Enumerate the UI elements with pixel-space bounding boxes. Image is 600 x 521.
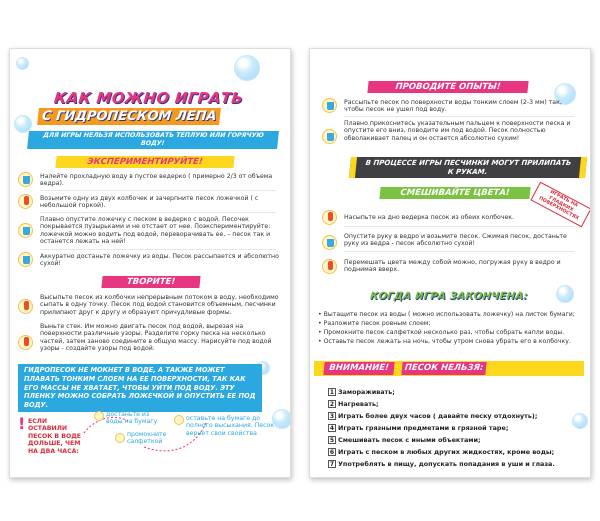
rule-1: 1 Замораживать;: [329, 388, 395, 396]
mix-3: Перемешать цвета между собой можно, погружая руку в ведро и поднимая вверх.: [344, 259, 561, 274]
right-page: [309, 48, 591, 478]
create-text-2: Выньте стек. Им можно двигать песок под водой, вырезая на поверхности различные узоры. Разделите горку песка на несколько частей, затем заново соедините в общую массу. Нарисуйте под водой узоры - создайте узоры под водой.: [40, 323, 272, 353]
bubble-decoration: [16, 57, 29, 70]
experiment-1: Рассыпьте песок по поверхности воды тонким слоем (2-3 мм) так, чтобы песок не ушел под воду.: [344, 99, 562, 114]
divider: [40, 190, 276, 191]
attention-label: ВНИМАНИЕ!: [323, 362, 394, 375]
step-1: Налейте прохладную воду в пустое ведерко ( примерно 2/3 от объема ведра).: [40, 173, 273, 188]
option-3: оставьте на бумаге до полного высыхания. Песок вернет свои свойства: [186, 415, 274, 437]
mix-1: Насыпьте на дно ведерка песок из обеих колбочек.: [344, 214, 514, 221]
long-soak-warning: ЕСЛИ ОСТАВИЛИ ПЕСОК В ВОДЕ ДОЛЬШЕ, ЧЕМ НА ДВА ЧАСА:: [28, 418, 82, 455]
option-1: достаньте из воды на бумагу: [106, 411, 158, 426]
divider: [344, 251, 574, 252]
divider: [344, 226, 574, 227]
step-2: Возьмите одну из двух колбочек и зачерпните песок ложечкой ( с небольшой горкой).: [40, 195, 259, 210]
title-line-1: КАК МОЖНО ИГРАТЬ: [53, 89, 245, 107]
divider: [344, 116, 574, 117]
water-icon: [322, 98, 337, 113]
flask-icon: [322, 210, 337, 225]
end-step-1: • Вытащите песок из воды ( можно использовать ложечку) на листок бумаги;: [318, 311, 575, 318]
spoon-icon: [18, 223, 33, 238]
end-step-4: • Оставьте песок лежать на ночь, чтобы утром снова убрать его в колбочку.: [318, 338, 571, 345]
bubble-decoration: [556, 285, 574, 303]
create-title: ТВОРИТЕ!: [101, 276, 200, 288]
create-text-1: Высыпьте песок из колбочки непрерывным потоком в воду, необходимо сыпать в одну точку. Песок под водой становится объемным, песчинки прилипают друг к другу и образуют причудливые формы.: [40, 294, 279, 316]
flask-icon: [18, 194, 33, 209]
hand-icon: [322, 235, 337, 250]
mix-2: Опустите руку в ведро и возьмите песок. Сжимая песок, достаньте руку из ведра - песок абсолютно сухой!: [344, 233, 567, 248]
step-3: Плавно опустите ложечку с песком в ведерко с водой. Песочек покрывается пузырьками и не отстает от нее. Поэкспериментируйте: ложечкой можно водить под водой, переворачивать ее, – песок так и останется лежать на ней!: [40, 216, 271, 246]
left-page: [9, 48, 291, 478]
forbidden-title: ПЕСОК НЕЛЬЗЯ:: [401, 362, 486, 375]
flask-icon: [18, 299, 33, 314]
mix-title: СМЕШИВАЙТЕ ЦВЕТА!: [379, 187, 530, 199]
step-4: Аккуратно достаньте ложечку из воды. Песок рассыпается и абсолютно сухой!: [40, 253, 279, 268]
checkmark-icon: [115, 433, 125, 443]
option-2: промокните салфеткой: [127, 431, 167, 446]
end-step-2: • Разложите песок ровным слоем;: [318, 320, 431, 327]
game-over-title: КОГДА ИГРА ЗАКОНЧЕНА:: [369, 291, 529, 302]
finger-icon: [322, 129, 337, 144]
bucket-icon: [18, 172, 33, 187]
rule-2: 2 Нагревать;: [329, 400, 379, 408]
rule-5: 5 Смешивать песок с иными объектами;: [329, 436, 481, 444]
smooth-surface-stamp: ИГРАТЬ НА ГЛАДКИХ ПОВЕРХНОСТЯХ: [531, 182, 591, 228]
divider: [40, 212, 276, 213]
checkmark-icon: [94, 411, 104, 421]
color-mix-icon: [322, 259, 337, 274]
experiments-title: ПРОВОДИТЕ ОПЫТЫ!: [367, 81, 528, 93]
experiment-title: ЭКСПЕРИМЕНТИРУЙТЕ!: [55, 156, 234, 168]
stick-icon: [18, 335, 33, 350]
bubble-decoration: [234, 55, 260, 81]
end-step-3: • Промокните песок салфеткой несколько раз, чтобы собрать капли воды.: [318, 329, 565, 336]
sticky-warning: В ПРОЦЕССЕ ИГРЫ ПЕСЧИНКИ МОГУТ ПРИЛИПАТЬ К РУКАМ.: [349, 157, 587, 178]
rule-7: 7 Употреблять в пищу, допускать попадания в уши и глаза.: [329, 460, 555, 468]
info-box: ГИДРОПЕСОК НЕ МОКНЕТ В ВОДЕ, А ТАКЖЕ МОЖЕТ ПЛАВАТЬ ТОНКИМ СЛОЕМ НА ЕЕ ПОВЕРХНОСТИ, ТАК КАК ЕГО МАССЫ НЕ ХВАТАЕТ, ЧТОБЫ УЙТИ ПОД ВОДУ. ЭТУ ПЛЕНКУ МОЖНО СОБРАТЬ ЛОЖЕЧКОЙ И ОПУСТИТЬ ЕЕ ПОД ВОДУ.: [18, 364, 262, 412]
rule-6: 6 Играть с песком в любых других жидкостях, кроме воды;: [329, 448, 555, 456]
divider: [40, 249, 276, 250]
title-line-2: С ГИДРОПЕСКОМ ЛЕПА: [37, 108, 221, 125]
spoon-icon: [18, 252, 33, 267]
rule-3: 3 Играть более двух часов ( давайте песку отдохнуть);: [329, 412, 538, 420]
checkmark-icon: [174, 415, 184, 425]
experiment-2: Плавно прикоснитесь указательным пальцем к поверхности песка и опустите его вниз, поводите им под водой. Песок полностью обволакивает палец и он остается абсолютно сухим!: [344, 120, 571, 142]
rule-4: 4 Играть грязными предметами в грязной таре;: [329, 424, 509, 432]
warm-water-warning: ДЛЯ ИГРЫ НЕЛЬЗЯ ИСПОЛЬЗОВАТЬ ТЕПЛУЮ ИЛИ ГОРЯЧУЮ ВОДУ!: [27, 131, 279, 149]
exclamation-mark: !: [18, 414, 26, 433]
